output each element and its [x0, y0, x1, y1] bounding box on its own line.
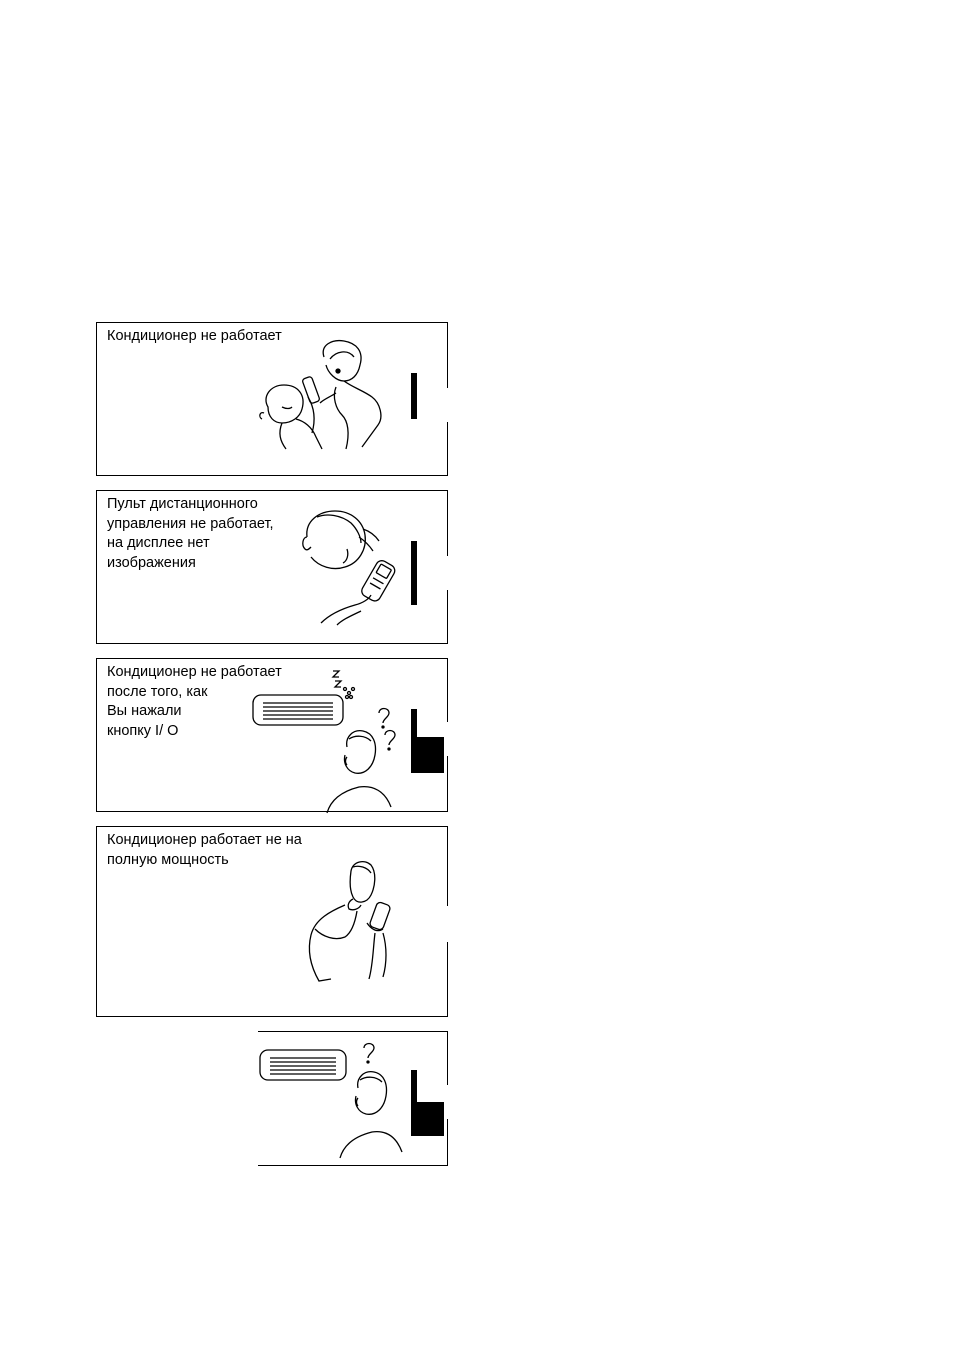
panel-text: Кондиционер работает не на полную мощность [107, 832, 302, 868]
section-marker-bar [411, 541, 417, 605]
panel-text: Пульт дистанционного управления не работает, на дисплее нет изображения [107, 496, 274, 571]
panel-no-operation [96, 322, 448, 476]
panel-no-start-after-button [96, 658, 448, 812]
section-marker-bar [411, 373, 417, 419]
border-gap [446, 1085, 452, 1119]
confused-person-ac-icon [251, 667, 411, 813]
panel-text: Кондиционер не работает после того, как Вы нажали кнопку I/ O [107, 664, 282, 739]
border-gap [446, 722, 452, 756]
panel-unit-question [258, 1031, 448, 1166]
border-gap [446, 906, 452, 942]
confused-person-ac-icon [260, 1040, 410, 1164]
panel-low-capacity [96, 826, 448, 1017]
section-marker-foot [411, 737, 444, 773]
border-gap [446, 388, 452, 422]
panel-remote-no-display [96, 490, 448, 644]
border-gap [446, 556, 452, 590]
person-remote-icon [297, 507, 417, 627]
panel-text: Кондиционер не работает [107, 328, 282, 344]
thinking-person-remote-icon [305, 857, 405, 987]
people-remote-icon [252, 337, 392, 449]
section-marker-foot [411, 1102, 444, 1136]
